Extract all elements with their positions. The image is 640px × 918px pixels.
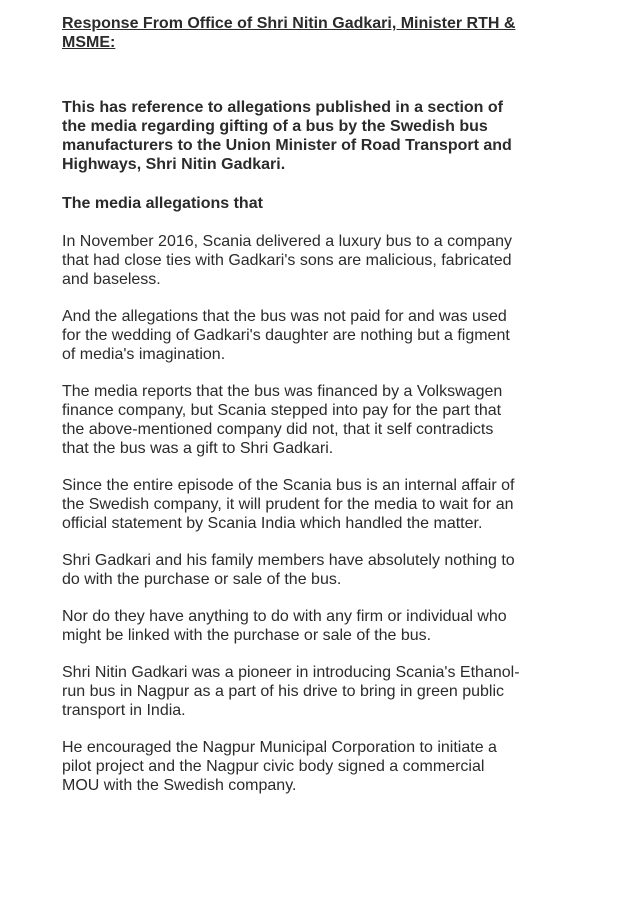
document-heading: Response From Office of Shri Nitin Gadkari, Minister RTH & MSME:: [62, 15, 516, 51]
press-statement: [62, 14, 582, 795]
paragraph-4: Since the entire episode of the Scania bus is an internal affair of the Swedish company, it will prudent for the media to wait for an official statement by Scania India which handled the matter.: [62, 477, 515, 532]
paragraph-5: Shri Gadkari and his family members have absolutely nothing to do with the purchase or sale of the bus.: [62, 552, 515, 588]
intro-paragraph: This has reference to allegations published in a section of the media regarding gifting of a bus by the Swedish bus manufacturers to the Union Minister of Road Transport and Highways, Shri Nitin Gadkari.: [62, 99, 512, 173]
paragraph-7: Shri Nitin Gadkari was a pioneer in introducing Scania's Ethanol- run bus in Nagpur as a part of his drive to bring in green public transport in India.: [62, 664, 520, 719]
allegations-subheading: The media allegations that: [62, 195, 263, 212]
paragraph-3: The media reports that the bus was financed by a Volkswagen finance company, but Scania stepped into pay for the part that the above-mentioned company did not, that it self contradicts that the bus was a gift to Shri Gadkari.: [62, 383, 503, 457]
paragraph-8: He encouraged the Nagpur Municipal Corporation to initiate a pilot project and the Nagpur civic body signed a commercial MOU with the Swedish company.: [62, 739, 497, 794]
paragraph-2: And the allegations that the bus was not paid for and was used for the wedding of Gadkari's daughter are nothing but a figment of media's imagination.: [62, 308, 510, 363]
paragraph-1: In November 2016, Scania delivered a luxury bus to a company that had close ties with Gadkari's sons are malicious, fabricated and baseless.: [62, 233, 513, 288]
paragraph-6: Nor do they have anything to do with any firm or individual who might be linked with the purchase or sale of the bus.: [62, 608, 507, 644]
